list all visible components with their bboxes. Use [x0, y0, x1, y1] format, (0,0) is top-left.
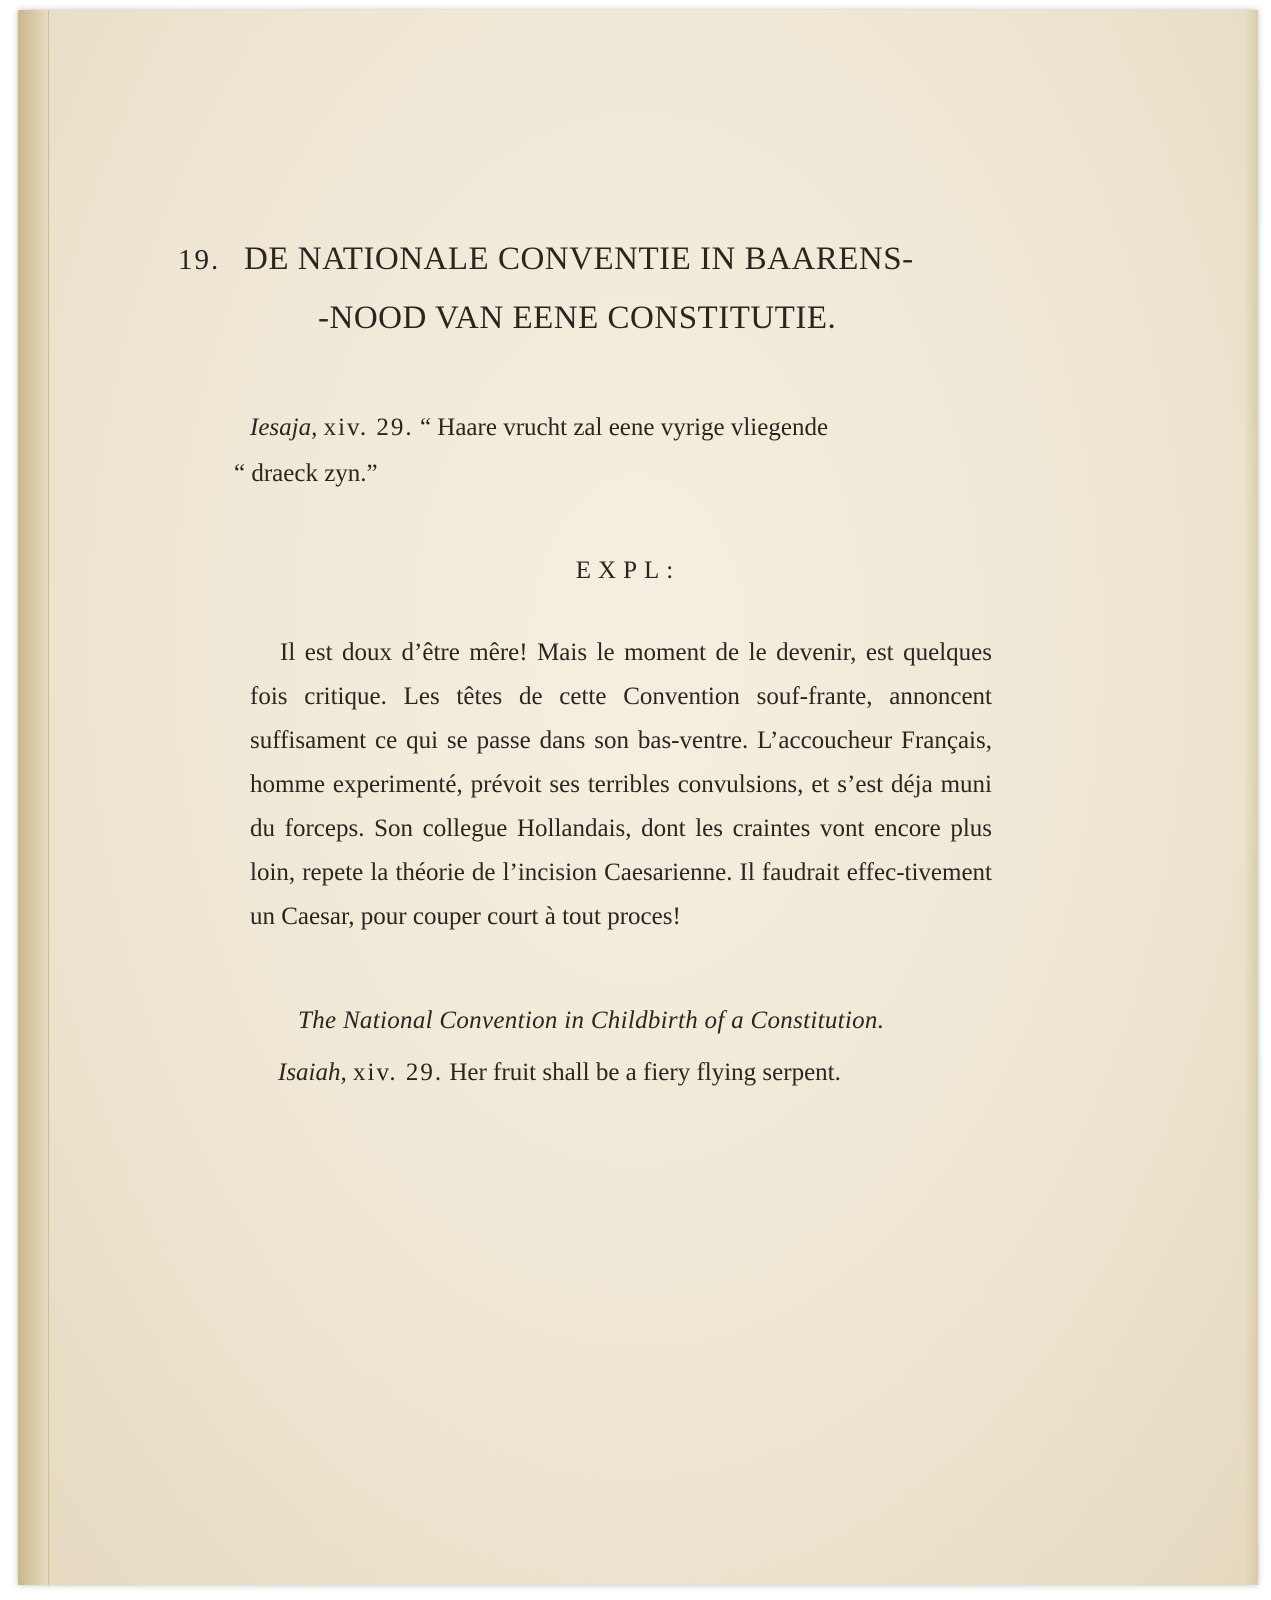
- explanation-label: EXPL:: [575, 557, 681, 584]
- dutch-verse: [234, 405, 988, 497]
- binding-edge: [18, 10, 49, 1585]
- page-sheet: [18, 10, 1258, 1585]
- verse-line-2: “ draeck zyn.”: [234, 460, 378, 487]
- heading-line-2: -NOOD VAN EENE CONSTITUTIE.: [318, 300, 837, 336]
- explanation-paragraph: Il est doux d’être mêre! Mais le moment de le devenir, est quelques fois critique. Les têtes de cette Convention souf-frante, annoncent suffisament ce qui se passe dans son bas-ventre. L’accoucheur Français, homme experimenté, prévoit ses terribles convulsions, et s’est déja muni du forceps. Son collegue Hollandais, dont les craintes vont encore plus loin, repete la théorie de l’incision Caesarienne. Il faudrait effec-tivement un Caesar, pour couper court à tout proces!: [250, 639, 992, 930]
- page-text: [178, 230, 998, 1087]
- english-verse-text: Her fruit shall be a fiery flying serpent.: [449, 1059, 841, 1086]
- page-edge: [1244, 10, 1258, 1585]
- verse-reference-cite: xiv. 29.: [323, 414, 414, 441]
- english-reference-name: Isaiah,: [278, 1059, 347, 1086]
- verse-reference-name: Iesaja,: [250, 414, 318, 441]
- english-reference-cite: xiv. 29.: [353, 1059, 444, 1086]
- verse-line-1: “ Haare vrucht zal eene vyrige vliegende: [419, 414, 829, 441]
- english-title: The National Convention in Childbirth of a Constitution.: [298, 1007, 885, 1034]
- heading-line-1: DE NATIONALE CONVENTIE IN BAARENS-: [244, 241, 914, 277]
- plate-heading: [178, 230, 998, 347]
- plate-number: 19.: [178, 244, 221, 276]
- english-verse: [278, 1059, 998, 1087]
